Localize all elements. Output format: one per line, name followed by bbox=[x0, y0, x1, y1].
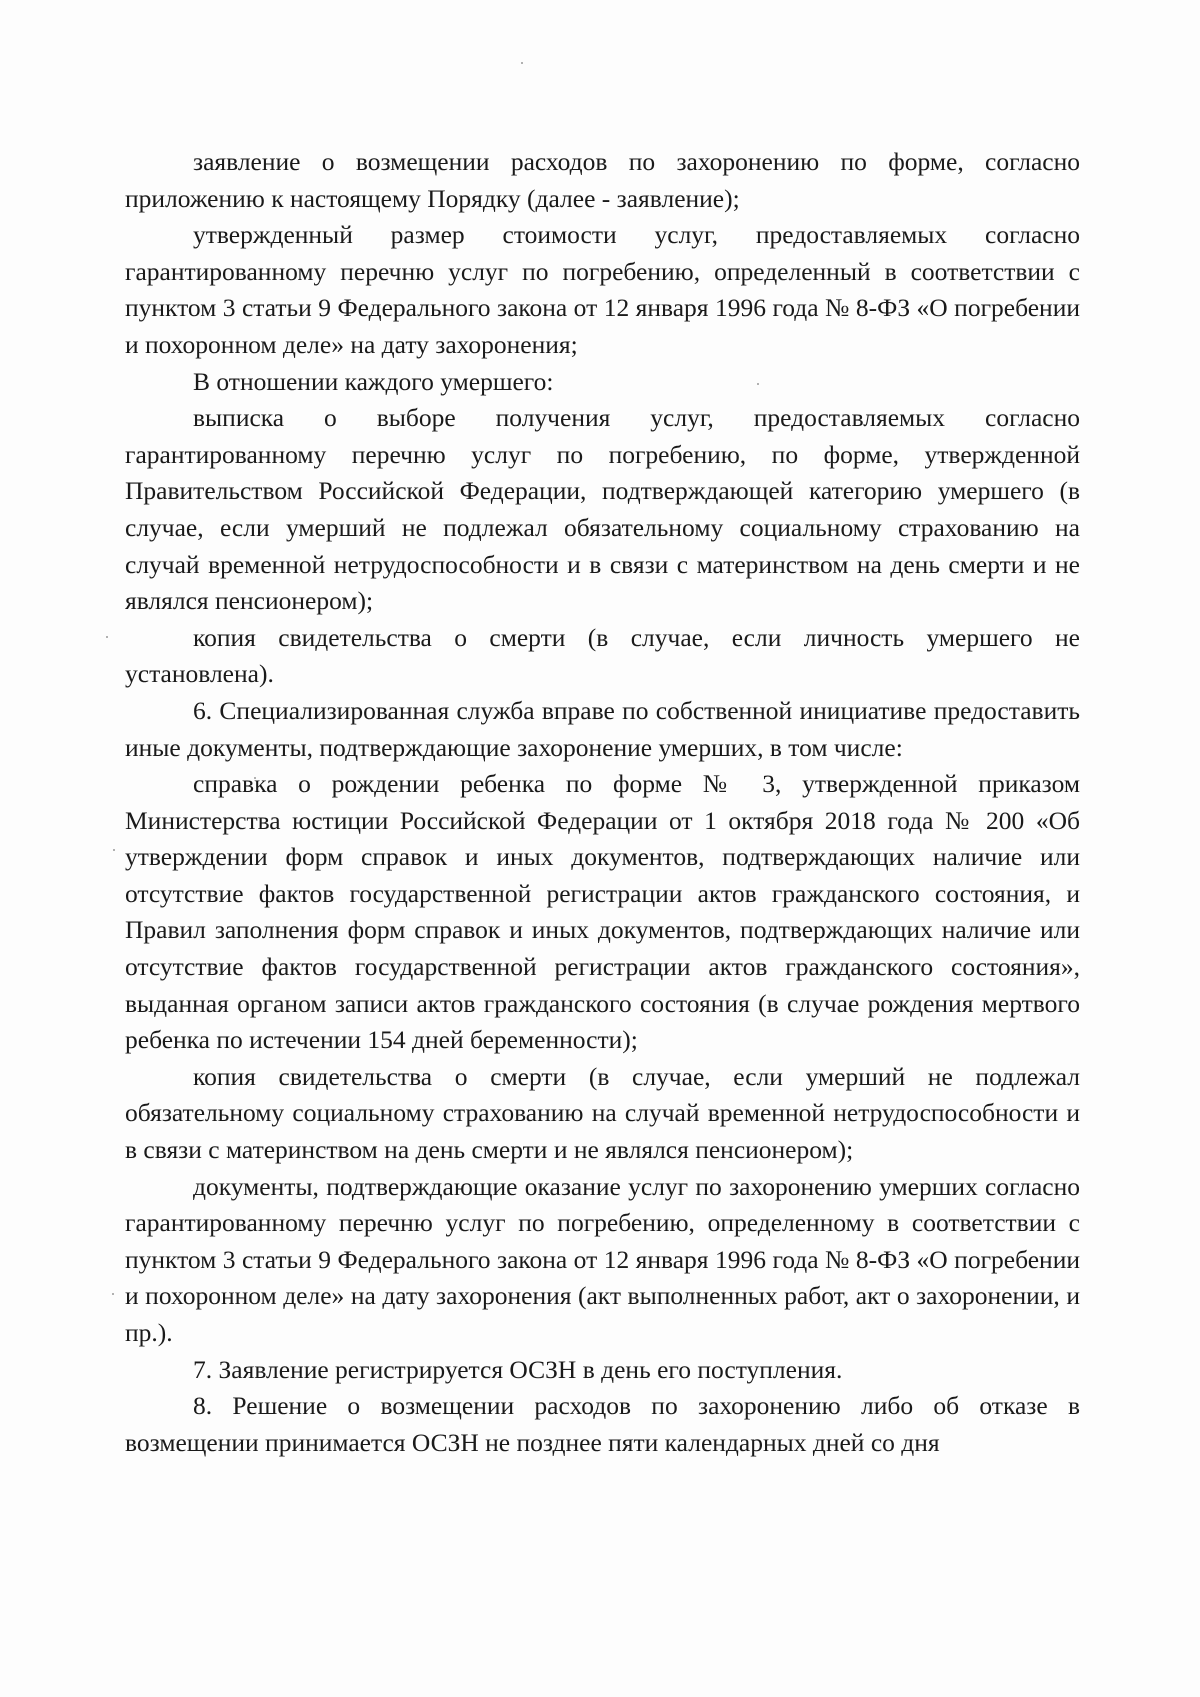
paragraph-death-certificate-unidentified: копия свидетельства о смерти (в случае, если личность умершего не установлена). bbox=[125, 622, 1080, 689]
paragraph-item-6: 6. Специализированная служба вправе по собственной инициативе предоставить иные документы, подтверждающие захоронение умерших, в том числе: bbox=[125, 695, 1080, 762]
scan-speck bbox=[112, 1293, 114, 1295]
paragraph-approved-cost: утвержденный размер стоимости услуг, предоставляемых согласно гарантированному перечню услуг по погребению, определенный в соответствии с пунктом 3 статьи 9 Федерального закона от 12 января 1996 года № 8-ФЗ «О погребении и похоронном деле» на дату захоронения; bbox=[125, 220, 1080, 359]
paragraph-each-deceased: В отношении каждого умершего: bbox=[193, 366, 554, 396]
paragraph-application: заявление о возмещении расходов по захоронению по форме, согласно приложению к настоящему Порядку (далее - заявление); bbox=[125, 147, 1080, 213]
scan-speck bbox=[106, 636, 108, 638]
paragraph-service-documents: документы, подтверждающие оказание услуг по захоронению умерших согласно гарантированному перечню услуг по погребению, определенному в соответствии с пунктом 3 статьи 9 Федерального закона от 12 января 1996 года № 8-ФЗ «О погребении и похоронном деле» на дату захоронения (акт выполненных работ, акт о захоронении, и пр.). bbox=[125, 1171, 1080, 1347]
scan-speck bbox=[113, 849, 115, 851]
paragraph-item-8: 8. Решение о возмещении расходов по захоронению либо об отказе в возмещении принимается ОСЗН не позднее пяти календарных дней со дня bbox=[125, 1391, 1080, 1457]
paragraph-birth-certificate: справка о рождении ребенка по форме № 3, утвержденной приказом Министерства юстиции Российской Федерации от 1 октября 2018 года № 200 «Об утверждении форм справок и иных документов, подтверждающих наличие или отсутствие фактов государственной регистрации актов гражданского состояния, и Правил заполнения форм справок и иных документов, подтверждающих наличие или отсутствие фактов государственной регистрации актов гражданского состояния», выданная органом записи актов гражданского состояния (в случае рождения мертвого ребенка по истечении 154 дней беременности); bbox=[125, 769, 1080, 1055]
paragraph-death-certificate-uninsured: копия свидетельства о смерти (в случае, если умерший не подлежал обязательному социальному страхованию на случай временной нетрудоспособности и в связи с материнством на день смерти и не являлся пенсионером); bbox=[125, 1061, 1080, 1165]
document-body bbox=[125, 144, 1080, 1461]
paragraph-item-7: 7. Заявление регистрируется ОСЗН в день его поступления. bbox=[193, 1354, 843, 1384]
paragraph-extract: выписка о выборе получения услуг, предоставляемых согласно гарантированному перечню услуг по погребению, по форме, утвержденной Правительством Российской Федерации, подтверждающей категорию умершего (в случае, если умерший не подлежал обязательному социальному страхованию на случай временной нетрудоспособности и в связи с материнством на день смерти и не являлся пенсионером); bbox=[125, 403, 1080, 616]
scan-speck bbox=[521, 62, 523, 64]
